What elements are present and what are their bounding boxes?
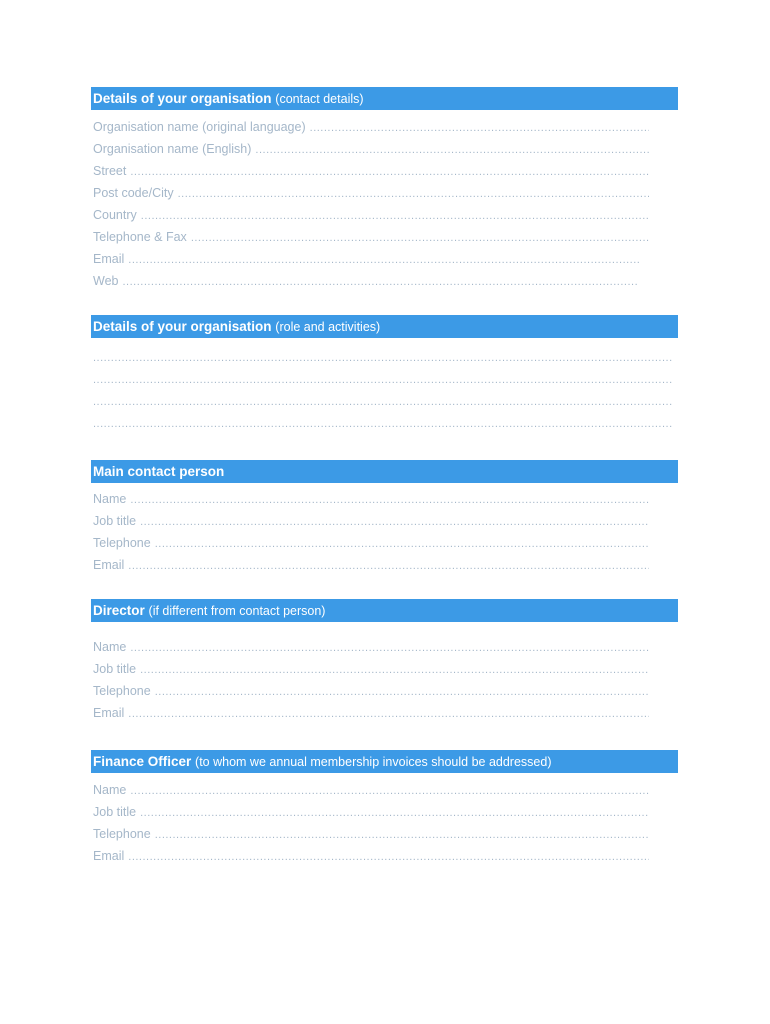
field-label: Street xyxy=(93,164,127,178)
dotted-line xyxy=(130,491,649,508)
field-post-code-city[interactable] xyxy=(93,184,649,202)
field-finance-job-title[interactable] xyxy=(93,803,649,821)
dotted-line xyxy=(130,782,649,799)
field-label: Telephone xyxy=(93,536,151,550)
dotted-line xyxy=(155,535,649,552)
dotted-line xyxy=(140,804,649,821)
dotted-line xyxy=(93,349,673,367)
field-street[interactable] xyxy=(93,162,649,180)
section-header-main-contact xyxy=(91,460,678,483)
dotted-line xyxy=(128,848,649,865)
section-subtitle: (to whom we annual membership invoices should be addressed) xyxy=(195,755,552,769)
field-label: Telephone xyxy=(93,827,151,841)
section-title: Details of your organisation xyxy=(93,91,272,106)
dotted-line xyxy=(93,393,673,411)
dotted-line xyxy=(155,683,649,700)
free-text-line[interactable] xyxy=(93,371,673,389)
dotted-line xyxy=(93,415,673,433)
field-finance-name[interactable] xyxy=(93,781,649,799)
field-label: Name xyxy=(93,492,127,506)
dotted-line xyxy=(128,251,639,268)
dotted-line xyxy=(128,557,649,574)
field-finance-email[interactable] xyxy=(93,847,649,865)
field-director-telephone[interactable] xyxy=(93,682,649,700)
dotted-line xyxy=(130,163,649,180)
field-label: Email xyxy=(93,252,125,266)
field-label: Telephone & Fax xyxy=(93,230,187,244)
field-label: Job title xyxy=(93,662,137,676)
dotted-line xyxy=(141,207,649,224)
section-subtitle: (role and activities) xyxy=(275,320,381,334)
dotted-line xyxy=(191,229,649,246)
section-title: Finance Officer xyxy=(93,754,192,769)
dotted-line xyxy=(130,639,649,656)
field-label: Organisation name (original language) xyxy=(93,120,306,134)
field-director-job-title[interactable] xyxy=(93,660,649,678)
field-label: Name xyxy=(93,783,127,797)
field-label: Email xyxy=(93,706,125,720)
section-title: Details of your organisation xyxy=(93,319,272,334)
field-finance-telephone[interactable] xyxy=(93,825,649,843)
free-text-line[interactable] xyxy=(93,415,673,433)
field-contact-job-title[interactable] xyxy=(93,512,649,530)
section-title: Main contact person xyxy=(93,464,225,479)
section-header-contact-details xyxy=(91,87,678,110)
section-title: Director xyxy=(93,603,145,618)
field-label: Telephone xyxy=(93,684,151,698)
dotted-line xyxy=(255,141,649,158)
dotted-line xyxy=(310,119,649,136)
dotted-line xyxy=(122,273,639,290)
section-header-role-activities xyxy=(91,315,678,338)
dotted-line xyxy=(155,826,649,843)
field-organisation-name-english[interactable] xyxy=(93,140,649,158)
section-subtitle: (contact details) xyxy=(275,92,364,106)
field-director-email[interactable] xyxy=(93,704,649,722)
field-organisation-name-original[interactable] xyxy=(93,118,649,136)
free-text-line[interactable] xyxy=(93,393,673,411)
field-telephone-fax[interactable] xyxy=(93,228,649,246)
field-email[interactable] xyxy=(93,250,639,268)
field-label: Job title xyxy=(93,514,137,528)
field-label: Country xyxy=(93,208,137,222)
dotted-line xyxy=(140,513,649,530)
field-contact-telephone[interactable] xyxy=(93,534,649,552)
dotted-line xyxy=(93,371,673,389)
dotted-line xyxy=(128,705,649,722)
dotted-line xyxy=(178,185,649,202)
field-label: Email xyxy=(93,558,125,572)
field-director-name[interactable] xyxy=(93,638,649,656)
field-label: Web xyxy=(93,274,119,288)
section-header-director xyxy=(91,599,678,622)
free-text-line[interactable] xyxy=(93,349,673,367)
section-subtitle: (if different from contact person) xyxy=(148,604,326,618)
field-label: Organisation name (English) xyxy=(93,142,252,156)
dotted-line xyxy=(140,661,649,678)
field-contact-name[interactable] xyxy=(93,490,649,508)
field-label: Job title xyxy=(93,805,137,819)
section-header-finance-officer xyxy=(91,750,678,773)
field-contact-email[interactable] xyxy=(93,556,649,574)
field-label: Name xyxy=(93,640,127,654)
field-label: Post code/City xyxy=(93,186,174,200)
field-country[interactable] xyxy=(93,206,649,224)
field-label: Email xyxy=(93,849,125,863)
field-web[interactable] xyxy=(93,272,639,290)
